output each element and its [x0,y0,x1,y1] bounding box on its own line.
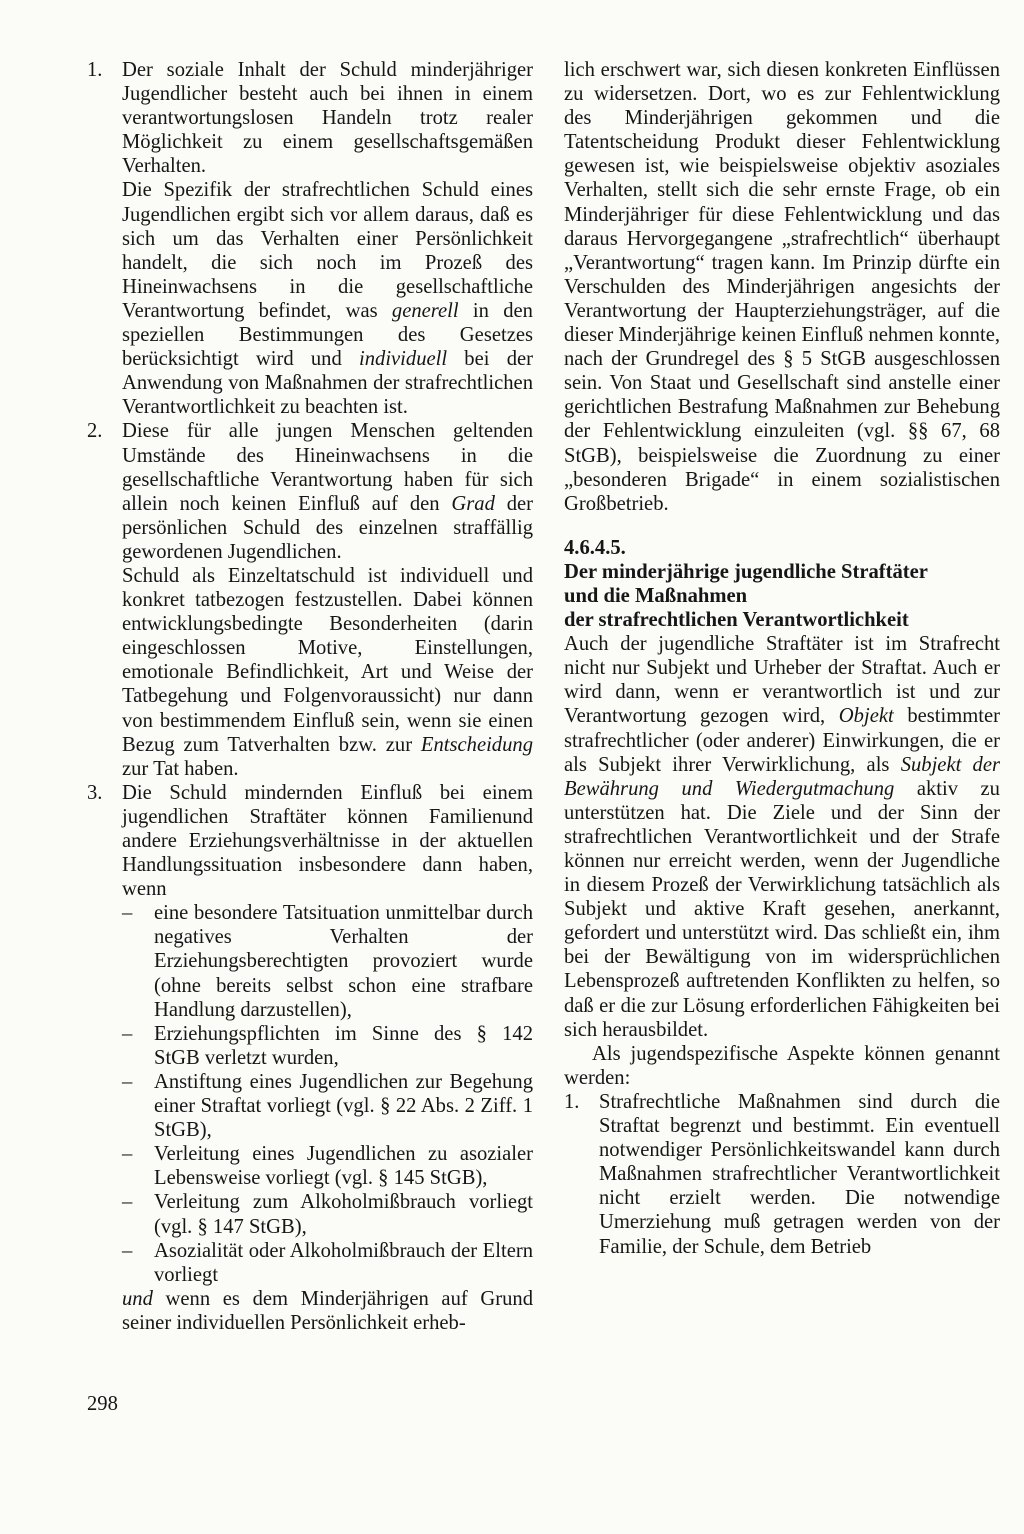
emphasis: Grad [451,492,495,515]
emphasis: Entscheidung [420,733,533,756]
right-column [564,58,1000,1259]
dash-item: – Asozialität oder Alkoholmißbrauch der Eltern vorliegt [122,1239,533,1286]
paragraph: Schuld als Einzeltatschuld ist individuell und konkret tatbezogen festzustellen. Dabei können entwicklungsbedingte Besonderheiten (darin eingeschlossen Motive, Einstellungen, emotionale Befindlichkeit, Art und Weise der Tatbegehung und Folgenvoraussicht) nur dann von bestimmendem Einfluß sein, wenn sie einen Bezug zum Tatverhalten bzw. zur Entscheidung zur Tat haben. [122,564,533,780]
emphasis: Objekt [838,705,894,728]
dash-item: – Anstiftung eines Jugendlichen zur Begehung einer Straftat vorliegt (vgl. § 22 Abs. 2 Ziff. 1 StGB), [122,1070,533,1142]
list-number: 2. [87,420,103,443]
list-item-1 [87,58,533,419]
paragraph: und wenn es dem Minderjährigen auf Grund seiner individuellen Persönlichkeit erheb- [122,1287,533,1334]
section-title: Der minderjährige jugendliche Straftäter und die Maßnahmen der strafrechtlichen Verantwortlichkeit [564,560,928,632]
list-item-1 [564,1090,1000,1259]
paragraph: Auch der jugendliche Straftäter ist im Strafrecht nicht nur Subjekt und Urheber der Straftat. Auch er wird dann, wenn er verantwortlich ist und zur Verantwortung gezogen wird, Objekt bestimmter strafrechtlicher (oder anderer) Einwirkungen, die er als Subjekt ihrer Verwirklichung, als Subjekt der Bewährung und Wiedergutmachung aktiv zu unterstützen hat. Die Ziele und der Sinn der strafrechtlichen Verantwortlichkeit und der Strafe können nur erreicht werden, wenn der Jugendliche in diesem Prozeß der Verwirklichung tatsächlich als Subjekt und aktive Kraft gesehen, anerkannt, gefordert und unterstützt wird. Das schließt ein, ihm bei der Bewältigung von im widersprüchlichen Lebensprozeß auftretenden Konflikten zu helfen, so daß er die zur Lösung erforderlichen Fähigkeiten bei sich herausbildet. [564,633,1001,1041]
section-number: 4.6.4.5. [564,536,626,559]
left-column [87,58,533,1335]
paragraph: Diese für alle jungen Menschen geltenden Umstände des Hineinwachsens in die gesellschaftliche Verantwortung haben für sich allein noch keinen Einfluß auf den Grad der persönlichen Schuld des einzelnen straffällig gewordenen Jugendlichen. [122,420,533,563]
list-item-2 [87,419,533,780]
paragraph: Strafrechtliche Maßnahmen sind durch die Straftat begrenzt und bestimmt. Ein eventuell notwendiger Persönlichkeitswandel kann durch Maßnahmen strafrechtlicher Verantwortlichkeit nicht erzielt werden. Die notwendige Umerziehung muß getragen werden von der Familie, der Schule, dem Betrieb [599,1090,1000,1258]
paragraph: Der soziale Inhalt der Schuld minderjähriger Jugendlicher besteht auch bei ihnen in einem verantwortungslosen Handeln trotz realer Möglichkeit zu einem gesellschaftsgemäßen Verhalten. [122,59,533,178]
emphasis: individuell [359,348,448,371]
dash-item: – Verleitung eines Jugendlichen zu asozialer Lebensweise vorliegt (vgl. § 145 StGB), [122,1143,533,1190]
list-number: 1. [87,59,103,81]
dash-item: – Verleitung zum Alkoholmißbrauch vorliegt (vgl. § 147 StGB), [122,1191,533,1238]
paragraph: lich erschwert war, sich diesen konkreten Einflüssen zu widersetzen. Dort, wo es zur Fehlentwicklung des Minderjährigen gekommen und die Tatentscheidung Produkt dieser Fehlentwicklung gewesen ist, wie beispielsweise objektiv asoziales Verhalten, stellt sich die sehr ernste Frage, ob ein Minderjähriger für diese Fehlentwicklung und das daraus Hervorgegangene „strafrechtlich“ überhaupt „Verantwortung“ tragen kann. Im Prinzip dürfte ein Verschulden des Minderjährigen angesichts der Verantwortung der Haupterziehungsträger, auf die dieser Minderjährige keinen Einfluß nehmen konnte, nach der Grundregel des § 5 StGB ausgeschlossen sein. Von Staat und Gesellschaft sind anstelle einer gerichtlichen Bestrafung Maßnahmen zur Behebung der Fehlentwicklung einzuleiten (vgl. §§ 67, 68 StGB), beispielsweise die Zuordnung zu einer „besonderen Brigade“ in einem sozialistischen Großbetrieb. [564,59,1000,515]
emphasis: Subjekt der Bewährung und Wiedergutmachung [564,753,1001,800]
list-number: 3. [87,781,103,804]
page-number: 298 [87,1393,118,1415]
list-item-3 [87,781,533,1335]
emphasis: und [122,1287,153,1310]
dash-item: – eine besondere Tatsituation unmittelbar durch negatives Verhalten der Erziehungsberechtigten provoziert wurde (ohne bereits selbst schon eine strafbare Handlung darzustellen), [122,902,533,1021]
dash-item: – Erziehungspflichten im Sinne des § 142 StGB verletzt wurden, [122,1022,533,1069]
emphasis: generell [391,299,459,322]
paragraph: Die Schuld mindernden Einfluß bei einem jugendlichen Straftäter können Familienund andere Erziehungsverhältnisse in der aktuellen Handlungssituation insbesondere dann haben, wenn [122,781,533,901]
list-number: 1. [564,1090,580,1113]
paragraph: Als jugendspezifische Aspekte können genannt werden: [564,1042,1000,1089]
paragraph: Die Spezifik der strafrechtlichen Schuld eines Jugendlichen ergibt sich vor allem daraus, daß es sich um das Verhalten einer Persönlichkeit handelt, die sich noch im Prozeß des Hineinwachsens in die gesellschaftliche Verantwortung befindet, was generell in den speziellen Bestimmungen des Gesetzes berücksichtigt wird und individuell bei der Anwendung von Maßnahmen der strafrechtlichen Verantwortlichkeit zu beachten ist. [122,179,533,419]
